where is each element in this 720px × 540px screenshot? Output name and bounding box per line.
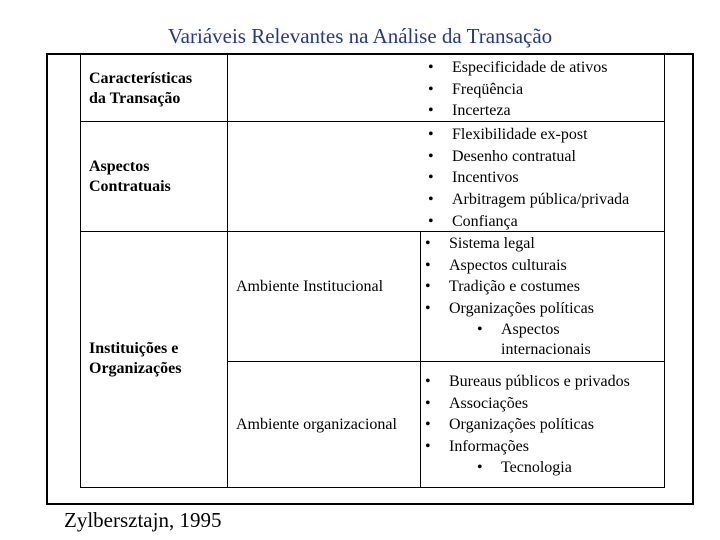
table-right-border <box>664 53 665 487</box>
list-item: • Sistema legal <box>421 233 594 255</box>
table-bottom-border <box>80 487 665 488</box>
list-item: • Incerteza <box>424 100 608 122</box>
label-ambiente-organizacional: Ambiente organizacional <box>236 416 397 433</box>
list-item: • Informações <box>421 436 630 458</box>
list-item: • Tradição e costumes <box>421 276 594 298</box>
bullet-list-institucional <box>421 233 594 360</box>
slide-title: Variáveis Relevantes na Análise da Transação <box>167 24 553 48</box>
row-divider-3 <box>227 361 665 362</box>
source-citation: Zylbersztajn, 1995 <box>64 508 222 532</box>
table-left-border <box>80 53 81 487</box>
bullet-list-aspectos <box>424 124 629 233</box>
row-heading-caracteristicas: Características da Transação <box>89 70 193 107</box>
sub-list-item: • Tecnologia <box>421 458 630 478</box>
list-item: • Bureaus públicos e privados <box>421 371 630 393</box>
list-item: • Associações <box>421 393 630 415</box>
bullet-list-caracteristicas <box>424 57 608 122</box>
list-item: • Aspectos culturais <box>421 255 594 277</box>
list-item: • Flexibilidade ex-post <box>424 124 629 146</box>
label-ambiente-institucional: Ambiente Institucional <box>236 278 384 295</box>
sub-list-item: • Aspectos internacionais <box>421 320 594 360</box>
row-heading-instituicoes: Instituições e Organizações <box>89 340 182 377</box>
list-item: • Especificidade de ativos <box>424 57 608 79</box>
list-item: • Confiança <box>424 211 629 233</box>
bullet-list-organizacional <box>421 371 630 478</box>
row-heading-aspectos: Aspectos Contratuais <box>89 158 171 195</box>
column-divider-1 <box>227 53 228 487</box>
list-item: • Freqüência <box>424 79 608 101</box>
list-item: • Arbitragem pública/privada <box>424 189 629 211</box>
list-item: • Organizações políticas <box>421 414 630 436</box>
list-item: • Desenho contratual <box>424 146 629 168</box>
list-item: • Organizações políticas <box>421 298 594 320</box>
list-item: • Incentivos <box>424 167 629 189</box>
